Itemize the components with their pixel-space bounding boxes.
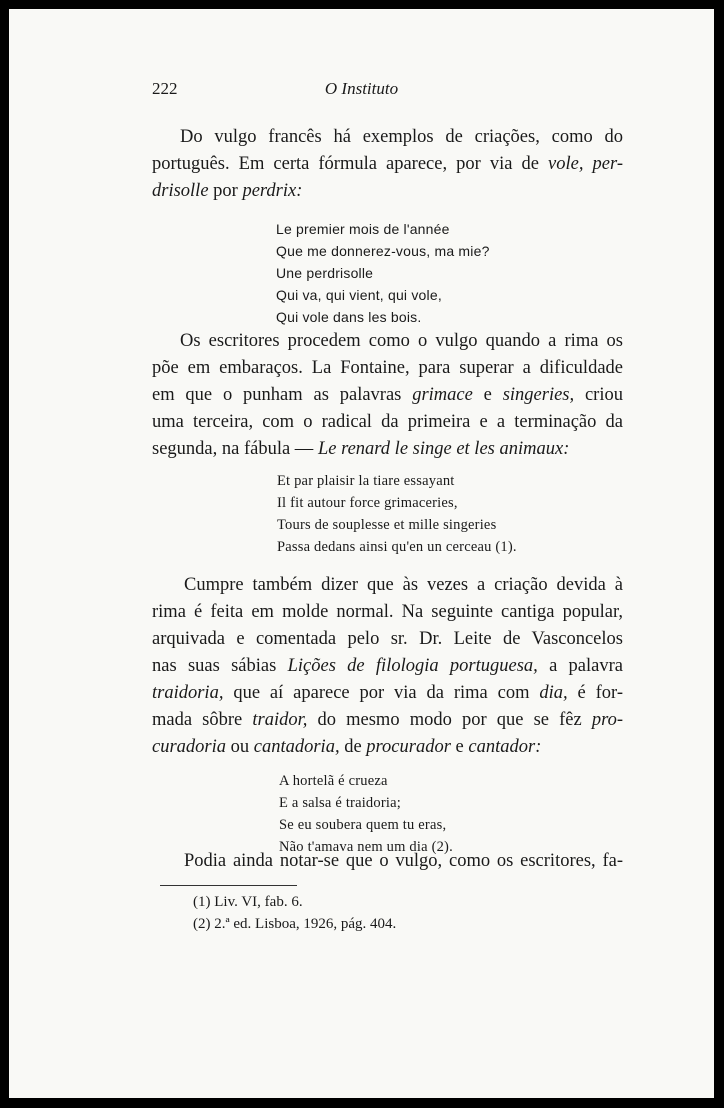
text-line: arquivada e comentada pelo sr. Dr. Leite de Vasconcelos — [152, 629, 623, 649]
verse-line: Qui va, qui vient, qui vole, — [276, 287, 442, 303]
text-line: segunda, na fábula — Le renard le singe et les animaux: — [152, 439, 570, 459]
verse-line: Não t'amava nem um dia (2). — [279, 839, 453, 855]
italic-term: dia, — [539, 683, 568, 703]
italic-term: drisolle — [152, 181, 209, 201]
verse-line: E a salsa é traidoria; — [279, 795, 401, 811]
text-line: traidoria, que aí aparece por via da rima com dia, é for- — [152, 683, 623, 703]
text-line: Cumpre também dizer que às vezes a criação devida à — [184, 575, 623, 595]
footnote-mark: (2) — [193, 916, 211, 932]
italic-term: perdrix: — [242, 181, 303, 201]
verse-line: A hortelã é crueza — [279, 773, 388, 789]
italic-term: traidoria, — [152, 683, 224, 703]
italic-term: grimace — [412, 385, 473, 405]
text-line: mada sôbre traidor, do mesmo modo por que se fêz pro- — [152, 710, 623, 730]
verse-line: Passa dedans ainsi qu'en un cerceau (1). — [277, 539, 517, 555]
verse-line: Le premier mois de l'année — [276, 221, 450, 237]
italic-term: cantador: — [468, 737, 542, 757]
italic-term: cantadoria, — [253, 737, 340, 757]
verse-line: Il fit autour force grimaceries, — [277, 495, 458, 511]
verse-line: Une perdrisolle — [276, 265, 374, 281]
page-header — [9, 79, 714, 99]
text-line: Do vulgo francês há exemplos de criações, como do — [180, 127, 623, 147]
italic-term: procurador — [366, 737, 451, 757]
text-line: em que o punham as palavras grimace e singeries, criou — [152, 385, 623, 405]
italic-title: Le renard le singe et les animaux: — [317, 439, 570, 459]
italic-term: traidor, — [252, 710, 308, 730]
verse-line: Tours de souplesse et mille singeries — [277, 517, 497, 533]
verse-line: Se eu soubera quem tu eras, — [279, 817, 447, 833]
verse-line: Et par plaisir la tiare essayant — [277, 473, 455, 489]
footnote-ref: (2). — [431, 839, 453, 855]
text-line: Podia ainda notar-se que o vulgo, como os escritores, fa- — [184, 851, 623, 871]
text-line: põe em embaraços. La Fontaine, para superar a dificuldade — [152, 358, 623, 378]
text-line: nas suas sábias Lições de filologia portuguesa, a palavra — [152, 656, 623, 676]
footnote: (1) Liv. VI, fab. 6. — [193, 894, 303, 910]
page-number: 222 — [152, 79, 178, 98]
italic-term: pro- — [591, 710, 623, 730]
footnote: (2) 2.ª ed. Lisboa, 1926, pág. 404. — [193, 916, 397, 932]
italic-term: vole, per- — [548, 154, 623, 174]
text-line: uma terceira, com o radical da primeira e a terminação da — [152, 412, 623, 432]
book-page — [9, 9, 714, 1098]
footnote-mark: (1) — [193, 894, 211, 910]
footnote-divider — [160, 885, 297, 886]
italic-term: singeries, — [502, 385, 575, 405]
text-line: português. Em certa fórmula aparece, por via de vole, per- — [152, 154, 623, 174]
text-line: curadoria ou cantadoria, de procurador e cantador: — [152, 737, 542, 757]
verse-line: Que me donnerez-vous, ma mie? — [276, 243, 490, 259]
text-line: rima é feita em molde normal. Na seguinte cantiga popular, — [152, 602, 623, 622]
verse-line: Qui vole dans les bois. — [276, 309, 422, 325]
text-line: drisolle por perdrix: — [152, 181, 303, 201]
italic-term: curadoria — [152, 737, 226, 757]
text-line: Os escritores procedem como o vulgo quando a rima os — [180, 331, 623, 351]
running-title: O Instituto — [324, 79, 399, 98]
footnote-ref: (1). — [495, 539, 517, 555]
italic-title: Lições de filologia portuguesa, — [287, 656, 538, 676]
